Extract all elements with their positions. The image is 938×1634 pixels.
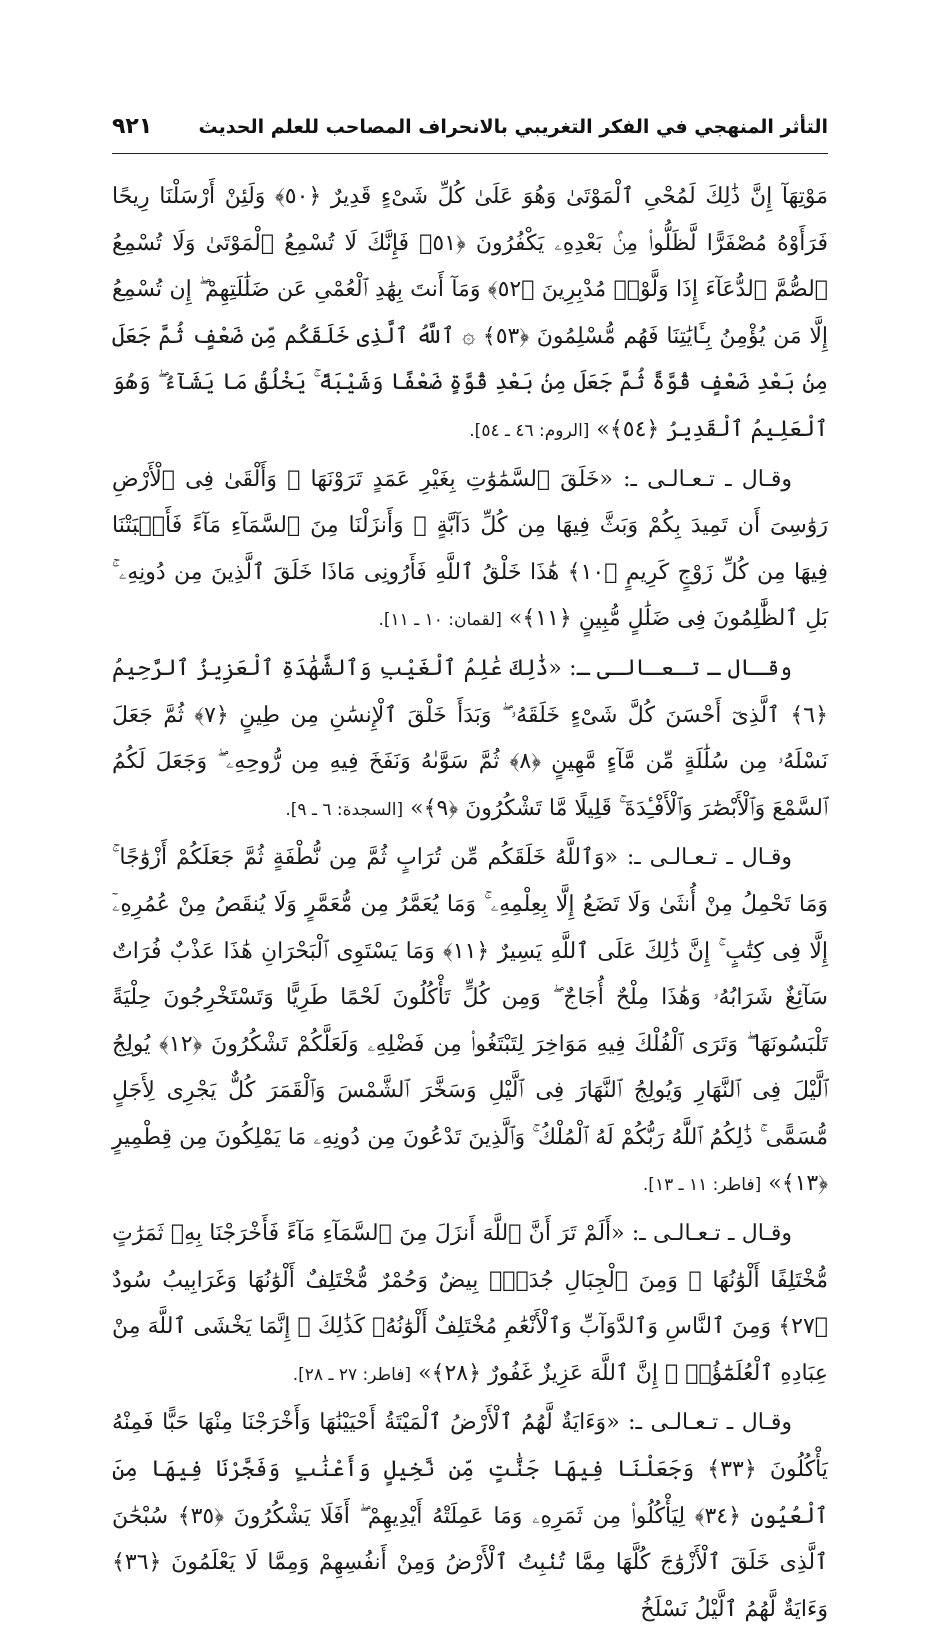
quran-text: مَوْتِهَآ إِنَّ ذَٰلِكَ لَمُحْىِ ٱلْمَوْتَىٰ وَهُوَ عَلَىٰ كُلِّ شَىْءٍ قَدِيرٌ ﴿٥٠﴾ وَلَئِنْ أَرْسَلْنَا رِيحًا فَرَأَوْهُ مُصْفَرًّا لَّظَلُّوا۟ مِنۢ بَعْدِهِۦ يَكْفُرُونَ ﴿٥١﴾ فَإِنَّكَ لَا تُسْمِعُ ٱلْمَوْتَىٰ وَلَا تُسْمِعُ ٱلصُّمَّ ٱلدُّعَآءَ إِذَا وَلَّوْا۟ مُدْبِرِينَ ﴿٥٢﴾ وَمَآ أَنتَ بِهَٰدِ ٱلْعُمْىِ عَن ضَلَٰلَتِهِمْ ۖ إِن تُسْمِعُ إِلَّا مَن يُؤْمِنُ بِـَٔايَٰتِنَا فَهُم مُّسْلِمُونَ ﴿٥٣﴾ ۞ ٱللَّهُ ٱلَّذِى خَلَقَكُم مِّن ضَعْفٍ ثُمَّ جَعَلَ مِنۢ بَعْدِ ضَعْفٍ قُوَّةً ثُمَّ جَعَلَ مِنۢ بَعْدِ قُوَّةٍ ضَعْفًا وَشَيْبَةً ۚ يَخْلُقُ مَا يَشَآءُ ۖ وَهُوَ ٱلْعَلِيمُ ٱلْقَدِيرُ ﴿٥٤﴾» (112, 184, 828, 442)
verse-reference: [فاطر: ٢٧ ـ ٢٨]. (292, 1364, 412, 1385)
paragraph-intro: وقـال ـ تـعـالـى ـ: « (599, 466, 792, 492)
quran-text: ذَٰلِكَ عَٰلِمُ ٱلْغَيْبِ وَٱلشَّهَٰدَةِ ٱلْعَزِيزُ ٱلرَّحِيمُ ﴿٦﴾ ٱلَّذِىٓ أَحْسَنَ كُلَّ شَىْءٍ خَلَقَهُۥ ۖ وَبَدَأَ خَلْقَ ٱلْإِنسَٰنِ مِن طِينٍ ﴿٧﴾ ثُمَّ جَعَلَ نَسْلَهُۥ مِن سُلَٰلَةٍ مِّن مَّآءٍ مَّهِينٍ ﴿٨﴾ ثُمَّ سَوَّىٰهُ وَنَفَخَ فِيهِ مِن رُّوحِهِۦ ۖ وَجَعَلَ لَكُمُ ٱلسَّمْعَ وَٱلْأَبْصَٰرَ وَٱلْأَفْـِٔدَةَ ۚ قَلِيلًا مَّا تَشْكُرُونَ ﴿٩﴾» (112, 655, 828, 821)
verse-reference: [السجدة: ٦ ـ ٩]. (285, 799, 404, 820)
quran-text: خَلَقَ ٱلسَّمَٰوَٰتِ بِغَيْرِ عَمَدٍ تَرَوْنَهَا ۖ وَأَلْقَىٰ فِى ٱلْأَرْضِ رَوَٰسِىَ أَن تَمِيدَ بِكُمْ وَبَثَّ فِيهَا مِن كُلِّ دَآبَّةٍ ۚ وَأَنزَلْنَا مِنَ ٱلسَّمَآءِ مَآءً فَأَنۢبَتْنَا فِيهَا مِن كُلِّ زَوْجٍ كَرِيمٍ ﴿١٠﴾ هَٰذَا خَلْقُ ٱللَّهِ فَأَرُونِى مَاذَا خَلَقَ ٱلَّذِينَ مِن دُونِهِۦ ۚ بَلِ ٱلظَّٰلِمُونَ فِى ضَلَٰلٍ مُّبِينٍ ﴿١١﴾» (112, 466, 828, 632)
paragraph-intro: وقـال ـ تـعـالـى ـ: « (606, 1410, 792, 1436)
paragraph-1 (112, 174, 828, 455)
paragraph-intro: وقـال ـ تـعـالـى ـ: « (548, 655, 792, 681)
paragraph-3 (112, 646, 828, 833)
paragraph-intro: وقـال ـ تـعـالـى ـ: « (604, 845, 792, 871)
page-number: ٩٢١ (112, 114, 153, 139)
paragraph-4 (112, 835, 828, 1209)
paragraph-5 (112, 1211, 828, 1398)
running-header (112, 112, 828, 154)
verse-reference: [فاطر: ١١ ـ ١٣]. (642, 1175, 762, 1196)
verse-reference: [لقمان: ١٠ ـ ١١]. (378, 610, 502, 631)
paragraph-6 (112, 1400, 828, 1634)
paragraph-2 (112, 457, 828, 644)
quran-text: وَٱللَّهُ خَلَقَكُم مِّن تُرَابٍ ثُمَّ مِن نُّطْفَةٍ ثُمَّ جَعَلَكُمْ أَزْوَٰجًا ۚ وَمَا تَحْمِلُ مِنْ أُنثَىٰ وَلَا تَضَعُ إِلَّا بِعِلْمِهِۦ ۚ وَمَا يُعَمَّرُ مِن مُّعَمَّرٍ وَلَا يُنقَصُ مِنْ عُمُرِهِۦٓ إِلَّا فِى كِتَٰبٍ ۚ إِنَّ ذَٰلِكَ عَلَى ٱللَّهِ يَسِيرٌ ﴿١١﴾ وَمَا يَسْتَوِى ٱلْبَحْرَانِ هَٰذَا عَذْبٌ فُرَاتٌ سَآئِغٌ شَرَابُهُۥ وَهَٰذَا مِلْحٌ أُجَاجٌ ۖ وَمِن كُلٍّ تَأْكُلُونَ لَحْمًا طَرِيًّا وَتَسْتَخْرِجُونَ حِلْيَةً تَلْبَسُونَهَا ۖ وَتَرَى ٱلْفُلْكَ فِيهِ مَوَاخِرَ لِتَبْتَغُوا۟ مِن فَضْلِهِۦ وَلَعَلَّكُمْ تَشْكُرُونَ ﴿١٢﴾ يُولِجُ ٱلَّيْلَ فِى ٱلنَّهَارِ وَيُولِجُ ٱلنَّهَارَ فِى ٱلَّيْلِ وَسَخَّرَ ٱلشَّمْسَ وَٱلْقَمَرَ كُلٌّ يَجْرِى لِأَجَلٍ مُّسَمًّى ۚ ذَٰلِكُمُ ٱللَّهُ رَبُّكُمْ لَهُ ٱلْمُلْكُ ۚ وَٱلَّذِينَ تَدْعُونَ مِن دُونِهِۦ مَا يَمْلِكُونَ مِن قِطْمِيرٍ ﴿١٣﴾» (112, 845, 828, 1197)
quran-text: أَلَمْ تَرَ أَنَّ ٱللَّهَ أَنزَلَ مِنَ ٱلسَّمَآءِ مَآءً فَأَخْرَجْنَا بِهِۦ ثَمَرَٰتٍ مُّخْتَلِفًا أَلْوَٰنُهَا ۚ وَمِنَ ٱلْجِبَالِ جُدَدٌۢ بِيضٌ وَحُمْرٌ مُّخْتَلِفٌ أَلْوَٰنُهَا وَغَرَابِيبُ سُودٌ ﴿٢٧﴾ وَمِنَ ٱلنَّاسِ وَٱلدَّوَآبِّ وَٱلْأَنْعَٰمِ مُخْتَلِفٌ أَلْوَٰنُهُۥ كَذَٰلِكَ ۗ إِنَّمَا يَخْشَى ٱللَّهَ مِنْ عِبَادِهِ ٱلْعُلَمَٰٓؤُا۟ ۗ إِنَّ ٱللَّهَ عَزِيزٌ غَفُورٌ ﴿٢٨﴾» (112, 1221, 828, 1386)
header-rule (112, 153, 828, 154)
quran-text: وَءَايَةٌ لَّهُمُ ٱلْأَرْضُ ٱلْمَيْتَةُ أَحْيَيْنَٰهَا وَأَخْرَجْنَا مِنْهَا حَبًّا فَمِنْهُ يَأْكُلُونَ ﴿٣٣﴾ وَجَعَلْنَا فِيهَا جَنَّٰتٍ مِّن نَّخِيلٍ وَأَعْنَٰبٍ وَفَجَّرْنَا فِيهَا مِنَ ٱلْعُيُونِ ﴿٣٤﴾ لِيَأْكُلُوا۟ مِن ثَمَرِهِۦ وَمَا عَمِلَتْهُ أَيْدِيهِمْ ۖ أَفَلَا يَشْكُرُونَ ﴿٣٥﴾ سُبْحَٰنَ ٱلَّذِى خَلَقَ ٱلْأَزْوَٰجَ كُلَّهَا مِمَّا تُنۢبِتُ ٱلْأَرْضُ وَمِنْ أَنفُسِهِمْ وَمِمَّا لَا يَعْلَمُونَ ﴿٣٦﴾ وَءَايَةٌ لَّهُمُ ٱلَّيْلُ نَسْلَخُ (112, 1410, 828, 1622)
running-title: التأثر المنهجي في الفكر التغريبي بالانحراف المصاحب للعلم الحديث (198, 116, 828, 138)
paragraph-intro: وقـال ـ تـعـالـى ـ: « (611, 1221, 792, 1247)
page-body (112, 174, 828, 1634)
verse-reference: [الروم: ٤٦ ـ ٥٤]. (469, 420, 590, 441)
